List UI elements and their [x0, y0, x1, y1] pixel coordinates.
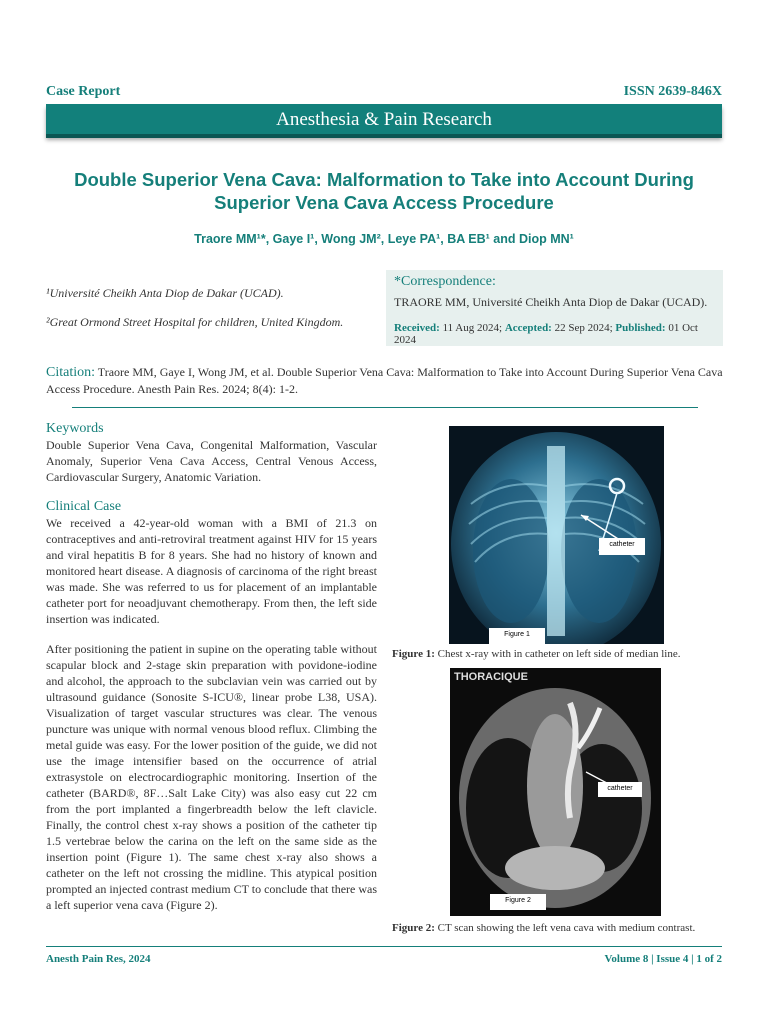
figure-2-overlay-text: THORACIQUE [454, 671, 528, 683]
figure-2-annotation: catheter [607, 785, 633, 792]
figure-2-caption-text: CT scan showing the left vena cava with medium contrast. [437, 922, 696, 934]
figure-1-caption [392, 648, 732, 660]
article-type: Case Report [46, 84, 121, 99]
figure-1-caption-label: Figure 1: [392, 648, 435, 660]
published-label: Published: [615, 322, 666, 334]
banner-shadow [46, 134, 722, 138]
citation-label: Citation: [46, 365, 95, 380]
journal-banner: Anesthesia & Pain Research [46, 104, 722, 136]
figure-1-xray [449, 426, 664, 644]
issn: ISSN 2639-846X [623, 84, 722, 99]
clinical-case-heading: Clinical Case [46, 499, 122, 514]
received-label: Received: [394, 322, 440, 334]
figure-2-caption [392, 922, 732, 934]
accepted-date: 22 Sep 2024; [554, 322, 613, 334]
footer-page-info: Volume 8 | Issue 4 | 1 of 2 [604, 953, 722, 965]
affiliation-1: ¹Université Cheikh Anta Diop de Dakar (UCAD). [46, 286, 284, 300]
figure-2-inner-label: Figure 2 [505, 897, 531, 904]
clinical-case-paragraph-2: After positioning the patient in supine on the operating table without scapular block and 2-stage skin preparation with povidone-iodine and alcohol, the approach to the subclavian vein was carried out by ultrasound guidance (Sonosite S-ICU®, linear probe L38, USA). Visualization of target vascular structures was clear. The venous puncture was unique with normal venous blood reflux. Climbing the metal guide was easy. For the lower position of the guide, we did not use the image intensifier based on the occurrence of atrial extrasystole on electrocardiographic monitoring. Insertion of the catheter (BARD®, 8F…Salt Lake City) was also easy cut 22 cm from the port implanted a fingerbreadth below the left clavicle. Finally, the control chest x-ray shows a position of the catheter tip 1.5 vertebrae below the carina on the left on the same side as the insertion point (Figure 1). The same chest x-ray also shows a catheter on the left not crossing the midline. This atypical position prompted an injected contrast medium CT to conclude that there was a left superior vena cava (Figure 2). [46, 642, 378, 912]
correspondence-name: TRAORE MM, Université Cheikh Anta Diop de Dakar (UCAD). [394, 295, 708, 309]
citation [46, 364, 726, 397]
correspondence-title: *Correspondence: [394, 274, 496, 289]
author-list: Traore MM¹*, Gaye I¹, Wong JM², Leye PA¹, BA EB¹ and Diop MN¹ [194, 232, 574, 246]
accepted-label: Accepted: [504, 322, 552, 334]
clinical-case-paragraph-1: We received a 42-year-old woman with a BMI of 21.3 on contraceptives and anti-retroviral treatment against HIV for 15 years and viral hepatitis B for 8 years. She had no history of known and monitored heart disease. A diagnosis of carcinoma of the right breast was made. She was referred to us for placement of an implantable catheter port for neoadjuvant chemotherapy. From then, the left side insertion was indicated. [46, 516, 377, 626]
figure-2-ct-scan [450, 668, 661, 916]
published-date: 01 Oct 2024 [394, 322, 698, 346]
figure-2-caption-label: Figure 2: [392, 922, 435, 934]
figure-1-caption-text: Chest x-ray with in catheter on left side of median line. [437, 648, 681, 660]
publication-dates [394, 322, 715, 346]
keywords-text: Double Superior Vena Cava, Congenital Malformation, Vascular Anomaly, Superior Vena Cava Access, Central Venous Access, Cardiovascular Surgery, Anatomic Variation. [46, 438, 377, 484]
keywords-heading: Keywords [46, 421, 104, 436]
article-title: Double Superior Vena Cava: Malformation to Take into Account During Superior Vena Cava Access Procedure [74, 169, 694, 213]
footer-journal: Anesth Pain Res, 2024 [46, 953, 151, 965]
received-date: 11 Aug 2024; [442, 322, 503, 334]
affiliation-2: ²Great Ormond Street Hospital for children, United Kingdom. [46, 315, 344, 329]
figure-1-annotation: catheter [609, 541, 635, 548]
correspondence-box [386, 270, 723, 346]
citation-text: Traore MM, Gaye I, Wong JM, et al. Double Superior Vena Cava: Malformation to Take into Account During Superior Vena Cava Access Procedure. Anesth Pain Res. 2024; 8(4): 1-2. [46, 365, 723, 396]
footer-rule [46, 946, 722, 947]
divider [72, 407, 698, 408]
figure-1-inner-label: Figure 1 [504, 631, 530, 638]
